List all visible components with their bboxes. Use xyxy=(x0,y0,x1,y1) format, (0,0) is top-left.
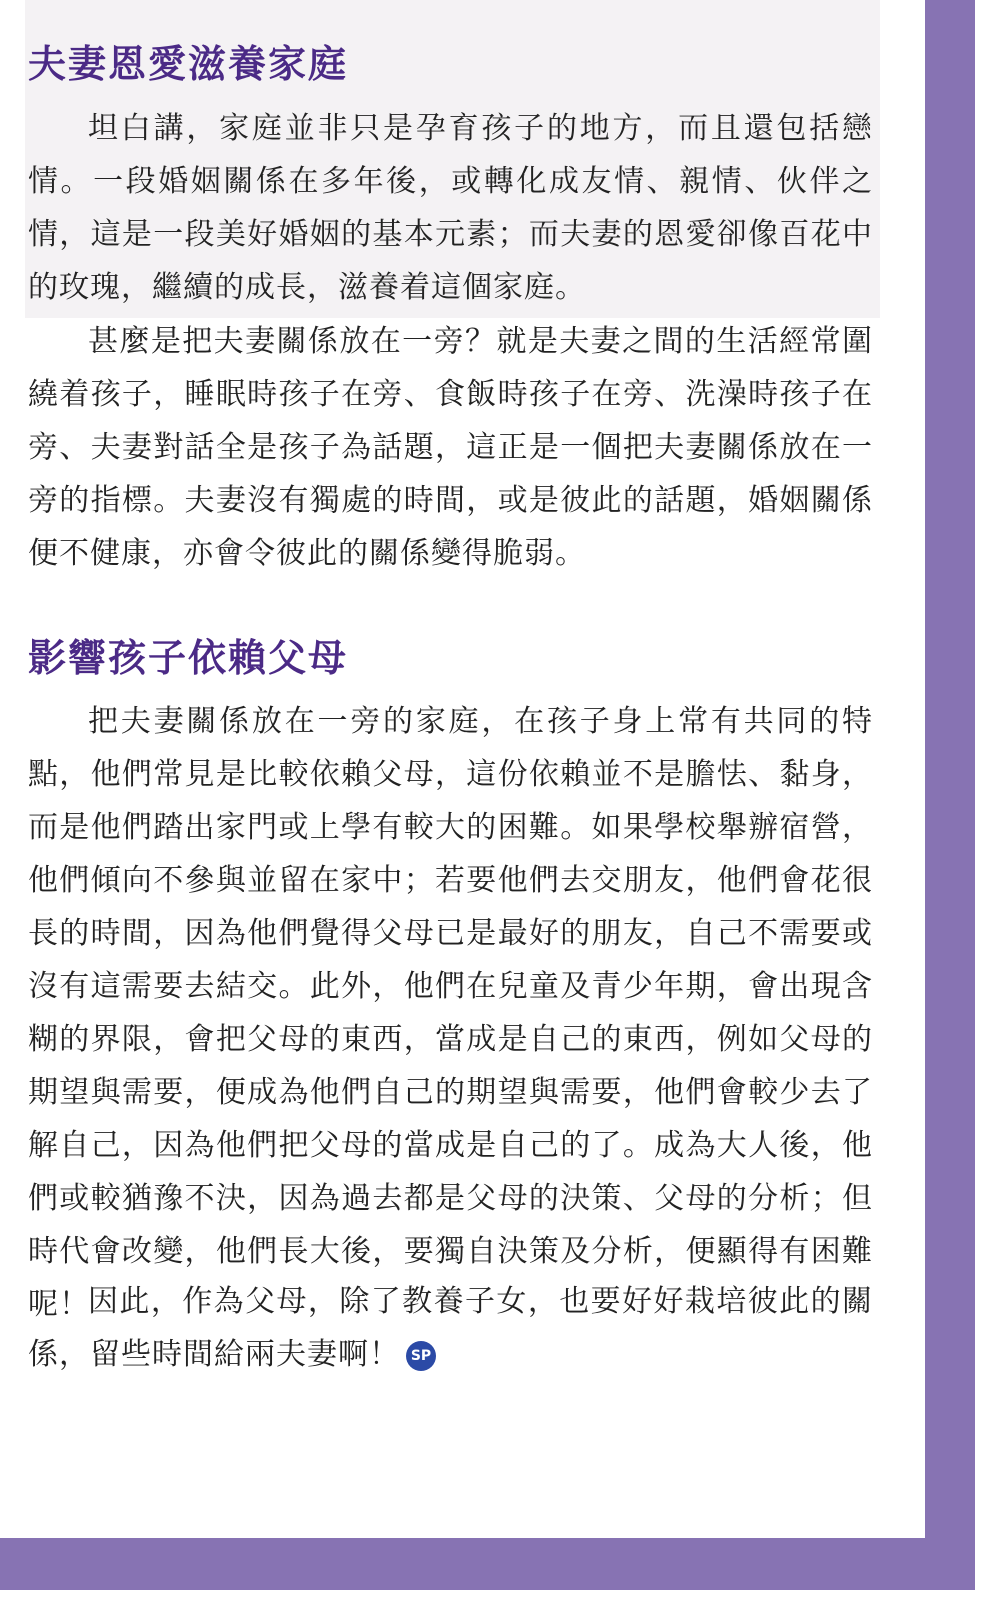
section-heading-child-dependence: 影響孩子依賴父母 xyxy=(28,635,349,680)
bottom-purple-border xyxy=(0,1538,975,1590)
paragraph-child-traits: 把夫妻關係放在一旁的家庭，在孩子身上常有共同的特點，他們常見是比較依賴父母，這份依賴並不是膽怯、黏身，而是他們踏出家門或上學有較大的困難。如果學校舉辦宿營，他們傾向不參與並留在家中；若要他們去交朋友，他們會花很長的時間，因為他們覺得父母已是最好的朋友，自己不需要或沒有這需要去結交。此外，他們在兒童及青少年期，會出現含糊的界限，會把父母的東西，當成是自己的東西，例如父母的期望與需要，便成為他們自己的期望與需要，他們會較少去了解自己，因為他們把父母的當成是自己的了。成為大人後，他們或較猶豫不決，因為過去都是父母的決策、父母的分析；但時代會改變，他們長大後，要獨自決策及分析，便顯得有困難呢！ xyxy=(28,704,873,1322)
paragraph-marriage-aside: 甚麼是把夫妻關係放在一旁？就是夫妻之間的生活經常圍繞着孩子，睡眠時孩子在旁、食飯時孩子在旁、洗澡時孩子在旁、夫妻對話全是孩子為話題，這正是一個把夫妻關係放在一旁的指標。夫妻沒有獨處的時間，或是彼此的話題，婚姻關係便不健康，亦會令彼此的關係變得脆弱。 xyxy=(28,324,873,571)
right-purple-border xyxy=(925,0,975,1590)
conclusion-text: 因此，作為父母，除了教養子女，也要好好栽培彼此的關係，留些時間給兩夫妻啊！ xyxy=(28,1284,873,1372)
paragraph-family-romance: 坦白講，家庭並非只是孕育孩子的地方，而且還包括戀情。一段婚姻關係在多年後，或轉化成友情、親情、伙伴之情，這是一段美好婚姻的基本元素；而夫妻的恩愛卻像百花中的玫瑰，繼續的成長，滋養着這個家庭。 xyxy=(28,111,873,305)
sp-logo-icon: SP xyxy=(406,1341,436,1371)
paragraph-conclusion xyxy=(28,1275,873,1381)
section-heading-marital-love: 夫妻恩愛滋養家庭 xyxy=(28,41,349,86)
